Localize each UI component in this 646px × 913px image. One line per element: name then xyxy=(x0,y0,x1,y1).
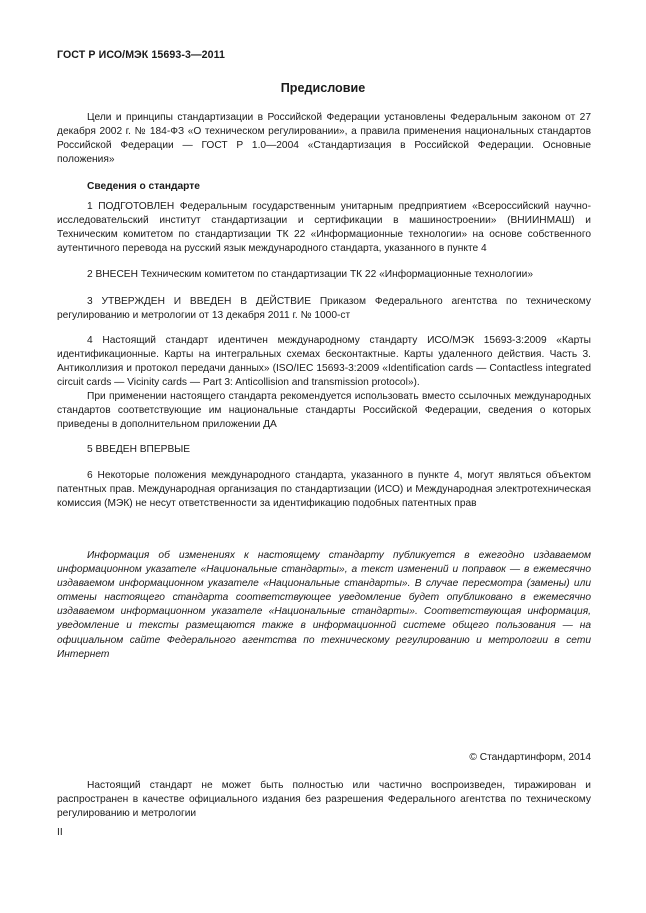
notice-paragraph: Информация об изменениях к настоящему стандарту публикуется в ежегодно издаваемом информационном указателе «Национальные стандарты», а текст изменений и поправок — в ежемесячно издаваемом информационном указателе «Национальные стандарты». В случае пересмотра (замены) или отмены настоящего стандарта соответствующее уведомление будет опубликовано в ежемесячно издаваемом информационном указателе «Национальные стандарты». Соответствующая информация, уведомление и тексты размещаются также в информационной системе общего пользования — на официальном сайте Федерального агентства по техническому регулированию и метрологии в сети Интернет xyxy=(57,550,591,660)
paragraph-4: 4 Настоящий стандарт идентичен международному стандарту ИСО/МЭК 15693-3:2009 «Карты идентификационные. Карты на интегральных схемах бесконтактные. Карты удаленного действия. Часть 3. Антиколлизия и протокол передачи данных» (ISO/IEC 15693-3:2009 «Identification cards — Contactless integrated circuit cards — Vicinity cards — Part 3: Anticollision and transmission protocol»). xyxy=(57,335,591,389)
reproduction-notice: Настоящий стандарт не может быть полностью или частично воспроизведен, тиражирован и распространен в качестве официального издания без разрешения Федерального агентства по техническому регулированию и метрологии xyxy=(57,780,591,820)
document-id: ГОСТ Р ИСО/МЭК 15693-3—2011 xyxy=(57,49,226,61)
copyright-line: © Стандартинформ, 2014 xyxy=(469,752,591,763)
page-number: II xyxy=(57,827,63,838)
paragraph-4b: При применении настоящего стандарта рекомендуется использовать вместо ссылочных международных стандартов соответствующие им национальные стандарты Российской Федерации, сведения о которых приведены в дополнительном приложении ДА xyxy=(57,391,591,431)
paragraph-6: 6 Некоторые положения международного стандарта, указанного в пункте 4, могут являться объектом патентных прав. Международная организация по стандартизации (ИСО) и Международная электротехническая комиссия (МЭК) не несут ответственности за идентификацию подобных патентных прав xyxy=(57,470,591,510)
section-heading: Сведения о стандарте xyxy=(87,181,200,192)
paragraph-3: 3 УТВЕРЖДЕН И ВВЕДЕН В ДЕЙСТВИЕ Приказом Федерального агентства по техническому регулированию и метрологии от 13 декабря 2011 г. № 1000-ст xyxy=(57,296,591,322)
paragraph-5: 5 ВВЕДЕН ВПЕРВЫЕ xyxy=(87,444,191,455)
paragraph-1: 1 ПОДГОТОВЛЕН Федеральным государственным унитарным предприятием «Всероссийский научно-исследовательский институт стандартизации и сертификации в машиностроении» (ВНИИНМАШ) и Техническим комитетом по стандартизации ТК 22 «Информационные технологии» на основе собственного аутентичного перевода на русский язык международного стандарта, указанного в пункте 4 xyxy=(57,201,591,255)
intro-paragraph: Цели и принципы стандартизации в Российской Федерации установлены Федеральным законом от 27 декабря 2002 г. № 184-ФЗ «О техническом регулировании», а правила применения национальных стандартов Российской Федерации — ГОСТ Р 1.0—2004 «Стандартизация в Российской Федерации. Основные положения» xyxy=(57,112,591,166)
paragraph-2: 2 ВНЕСЕН Техническим комитетом по стандартизации ТК 22 «Информационные технологии» xyxy=(87,269,533,280)
page-title: Предисловие xyxy=(280,81,366,95)
